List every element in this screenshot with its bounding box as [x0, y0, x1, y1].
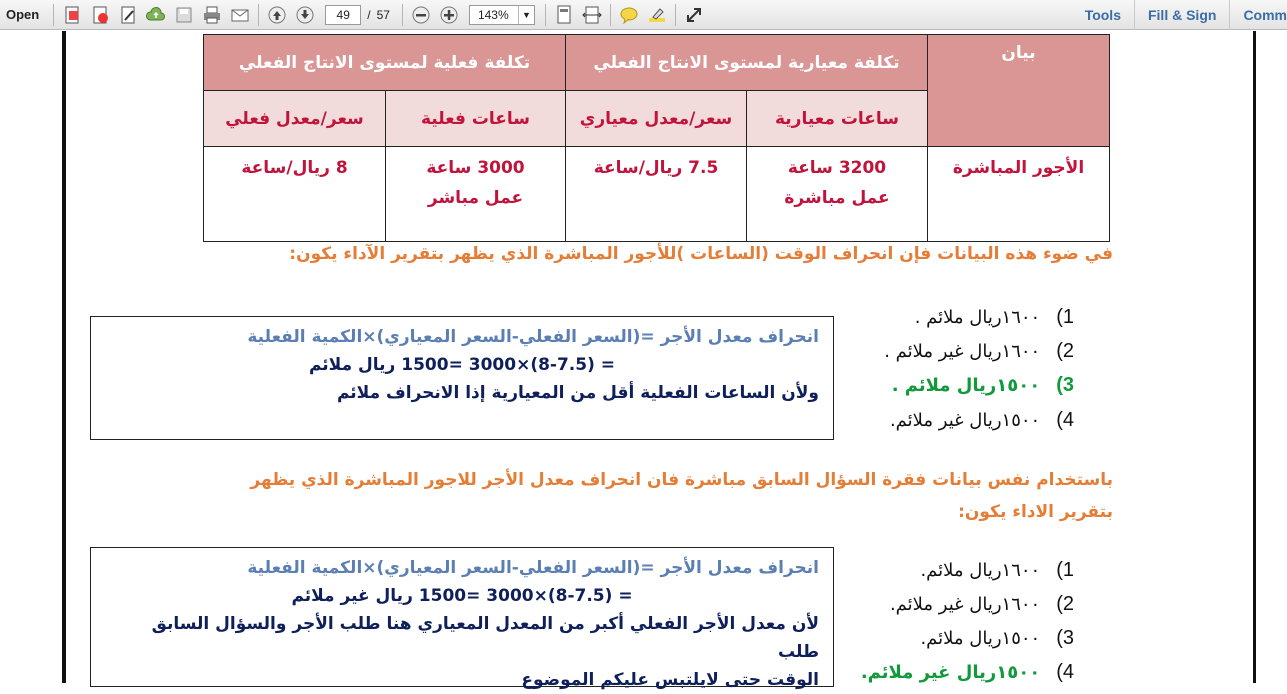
header-std-hours: ساعات معيارية — [747, 91, 928, 147]
document-page[interactable] — [0, 31, 1287, 690]
pdf-toolbar — [0, 0, 1287, 30]
header-act-rate: سعر/معدل فعلي — [204, 91, 386, 147]
print-icon[interactable] — [198, 2, 226, 28]
edit-pdf-icon[interactable] — [114, 2, 142, 28]
cloud-upload-icon[interactable] — [142, 2, 170, 28]
solution-explanation: ولأن الساعات الفعلية أقل من المعيارية إذا الانحراف ملائم — [336, 383, 819, 403]
solution-explanation: لأن معدل الأجر الفعلي أكبر من المعدل المعياري هنا طلب الأجر والسؤال السابق طلب — [151, 614, 819, 662]
open-button[interactable]: Open — [6, 7, 40, 22]
solution-formula: انحراف معدل الأجر =(السعر الفعلي-السعر المعياري)×الكمية الفعلية — [247, 558, 819, 578]
q2-option-2[interactable] — [890, 589, 1074, 619]
page-number-input[interactable]: 49 — [325, 5, 361, 25]
expand-icon[interactable] — [680, 2, 708, 28]
email-icon[interactable] — [226, 2, 254, 28]
highlight-icon[interactable] — [643, 2, 671, 28]
toolbar-divider — [675, 4, 676, 26]
q2-option-1[interactable] — [920, 555, 1074, 585]
page-separator: / — [367, 7, 371, 22]
option-number: 4) — [1056, 660, 1074, 683]
option-text: ١٥٠٠ريال ملائم . — [891, 374, 1041, 396]
q1-option-4[interactable] — [890, 405, 1074, 435]
q1-solution-box — [90, 316, 834, 440]
cost-table — [203, 34, 1110, 242]
option-number: 4) — [1056, 408, 1074, 431]
option-number: 1) — [1056, 305, 1074, 328]
option-text: ١٦٠٠ريال غير ملائم . — [884, 340, 1041, 362]
toolbar-divider — [258, 4, 259, 26]
option-number: 2) — [1056, 592, 1074, 615]
row-item: الأجور المباشرة — [928, 147, 1110, 242]
option-text: ١٦٠٠ريال غير ملائم. — [889, 593, 1041, 615]
q1-option-1[interactable] — [915, 302, 1074, 332]
comment-button[interactable]: Comm — [1229, 0, 1287, 30]
comment-icon[interactable] — [615, 2, 643, 28]
header-act-hours: ساعات فعلية — [386, 91, 566, 147]
option-text: ١٥٠٠ريال ملائم. — [920, 627, 1041, 649]
zoom-value: 143% — [477, 7, 509, 22]
option-number: 1) — [1056, 558, 1074, 581]
toolbar-divider — [545, 4, 546, 26]
option-text: ١٥٠٠ريال غير ملائم. — [889, 409, 1041, 431]
fit-width-icon[interactable] — [578, 2, 606, 28]
chevron-down-icon: ▼ — [518, 6, 534, 24]
create-pdf-icon[interactable] — [58, 2, 86, 28]
zoom-out-icon[interactable] — [407, 2, 435, 28]
toolbar-divider — [53, 4, 54, 26]
fit-page-icon[interactable] — [550, 2, 578, 28]
next-page-icon[interactable] — [291, 2, 319, 28]
option-text: ١٥٠٠ريال غير ملائم. — [860, 661, 1041, 683]
previous-page-icon[interactable] — [263, 2, 291, 28]
header-item: بيان — [928, 35, 1110, 147]
page-border-right — [1253, 31, 1256, 683]
save-icon[interactable] — [170, 2, 198, 28]
question-2-text — [113, 464, 1113, 528]
q2-option-3[interactable] — [920, 623, 1074, 653]
question-2-line-2: بتقرير الاداء يكون: — [958, 502, 1113, 522]
solution-calculation: = (8-7.5)×3000 =1500 ريال ملائم — [308, 355, 616, 375]
q1-option-2[interactable] — [884, 336, 1074, 366]
row-act-rate: 8 ريال/ساعة — [204, 147, 386, 242]
tools-button[interactable]: Tools — [1084, 6, 1121, 23]
row-act-hours: 3000 ساعة عمل مباشر — [386, 147, 566, 242]
q1-option-3-correct[interactable] — [892, 370, 1074, 400]
page-border-left — [62, 31, 66, 683]
header-standard-cost: تكلفة معيارية لمستوى الانتاج الفعلي — [566, 35, 928, 91]
solution-explanation-cont: الوقت حتى لايلتبس عليكم الموضوع — [521, 670, 819, 690]
export-pdf-icon[interactable] — [86, 2, 114, 28]
solution-calculation: = (8-7.5)×3000 =1500 ريال غير ملائم — [291, 586, 633, 606]
header-std-rate: سعر/معدل معياري — [566, 91, 747, 147]
fill-sign-button[interactable]: Fill & Sign — [1134, 0, 1229, 30]
option-number: 2) — [1056, 339, 1074, 362]
zoom-select[interactable] — [469, 5, 535, 25]
toolbar-divider — [402, 4, 403, 26]
q2-solution-box — [90, 547, 834, 690]
page-total: 57 — [376, 7, 390, 22]
header-actual-cost: تكلفة فعلية لمستوى الانتاج الفعلي — [204, 35, 566, 91]
toolbar-divider — [610, 4, 611, 26]
zoom-in-icon[interactable] — [435, 2, 463, 28]
row-std-rate: 7.5 ريال/ساعة — [566, 147, 747, 242]
solution-formula: انحراف معدل الأجر =(السعر الفعلي-السعر المعياري)×الكمية الفعلية — [247, 327, 819, 347]
option-number: 3) — [1056, 373, 1074, 396]
row-std-hours: 3200 ساعة عمل مباشرة — [747, 147, 928, 242]
option-text: ١٦٠٠ريال ملائم . — [914, 306, 1041, 328]
question-2-line-1: باستخدام نفس بيانات فقرة السؤال السابق مباشرة فان انحراف معدل الأجر للاجور المباشرة الذي يظهر — [250, 470, 1113, 490]
question-1-text: في ضوء هذه البيانات فإن انحراف الوقت (الساعات )للأجور المباشرة الذي يظهر بتقرير الآداء يكون: — [289, 244, 1113, 264]
option-number: 3) — [1056, 626, 1074, 649]
option-text: ١٦٠٠ريال ملائم. — [920, 559, 1041, 581]
